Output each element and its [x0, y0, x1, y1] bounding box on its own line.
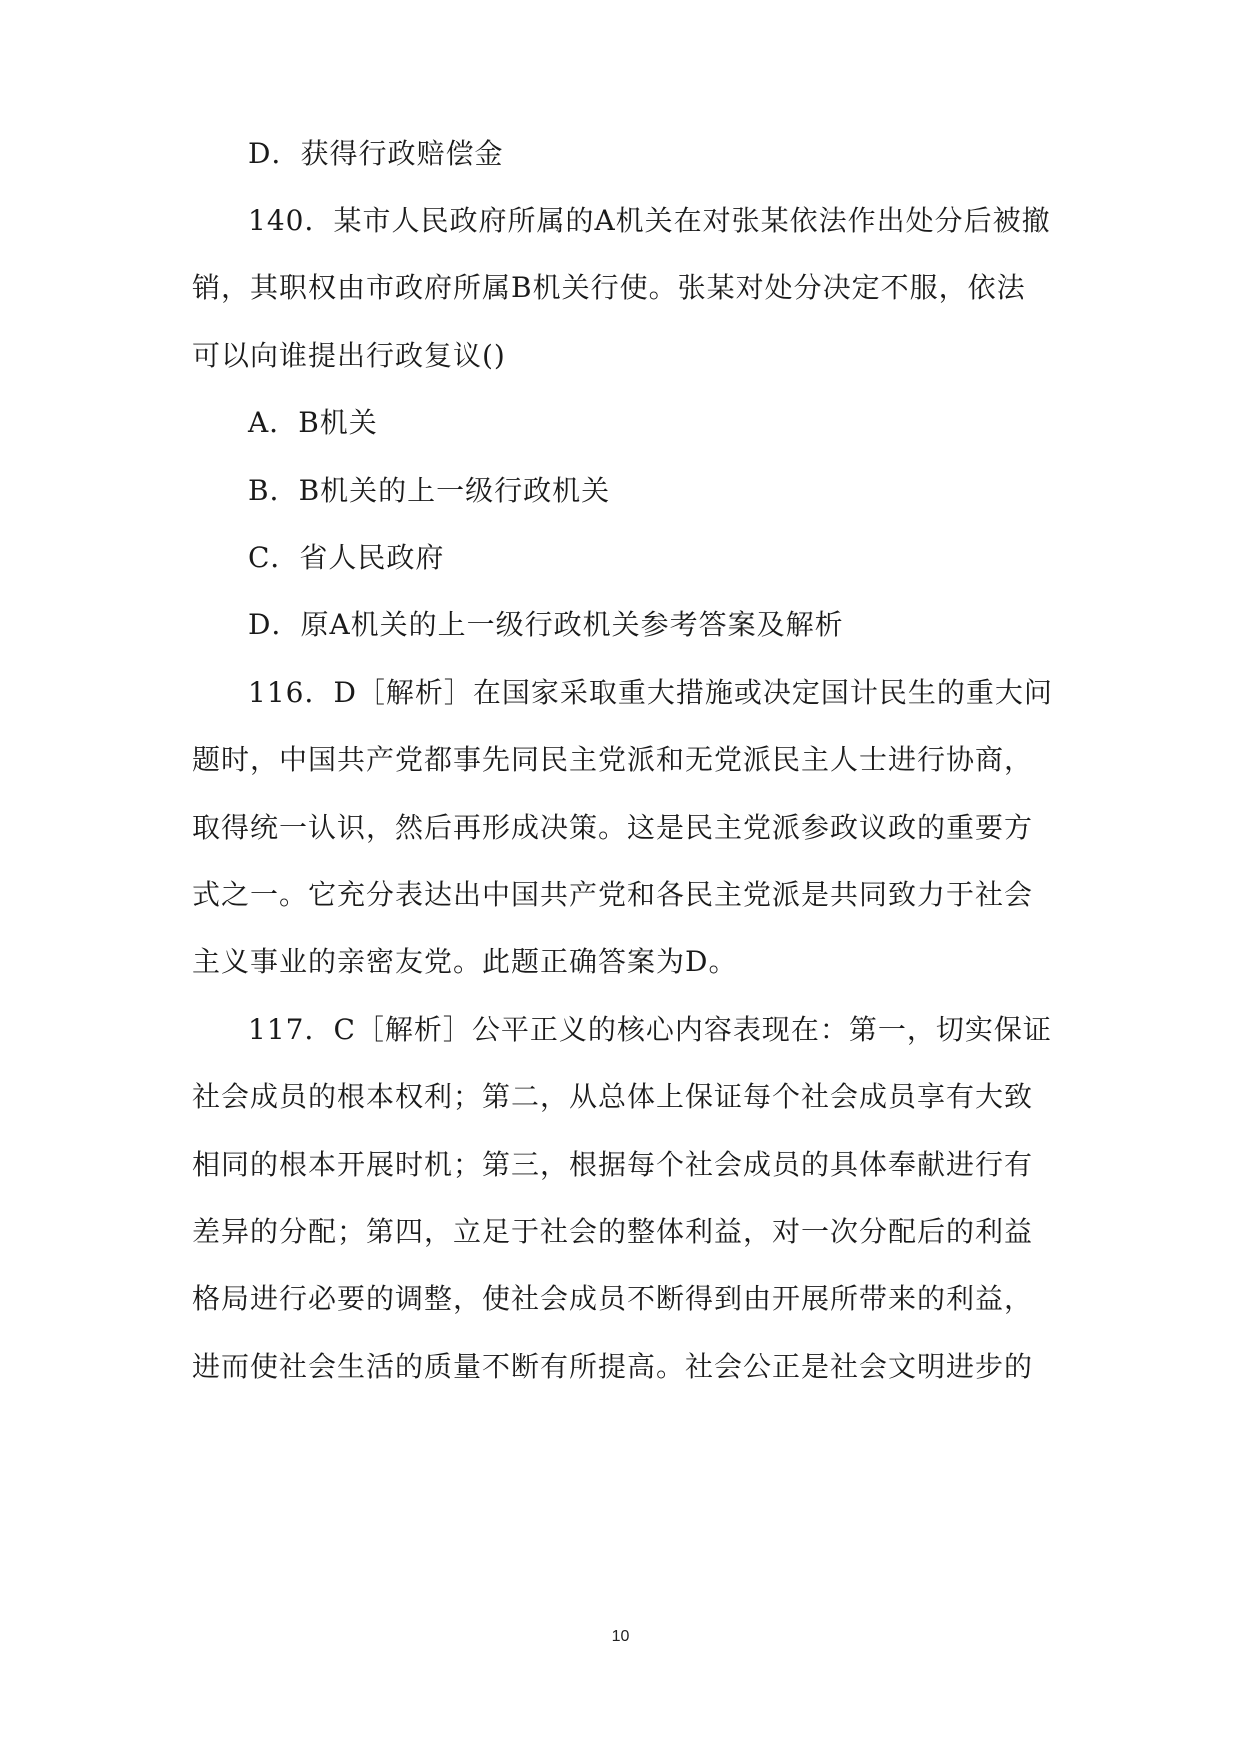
answer-117-line-4: 差异的分配；第四，立足于社会的整体利益，对一次分配后的利益	[192, 1215, 1034, 1248]
answer-117-line-5: 格局进行必要的调整，使社会成员不断得到由开展所带来的利益，	[192, 1282, 1034, 1315]
option-c-q140: C．省人民政府	[248, 541, 445, 574]
question-140-line-3: 可以向谁提出行政复议()	[192, 339, 506, 372]
option-d-q140: D．原A机关的上一级行政机关参考答案及解析	[248, 608, 844, 641]
question-140-line-2: 销，其职权由市政府所属B机关行使。张某对处分决定不服，依法	[192, 271, 1026, 304]
answer-117-line-1: 117．C［解析］公平正义的核心内容表现在：第一，切实保证	[248, 1013, 1052, 1046]
option-a-q140: A．B机关	[248, 406, 378, 439]
question-140-line-1: 140．某市人民政府所属的A机关在对张某依法作出处分后被撤	[248, 204, 1051, 237]
answer-117-line-3: 相同的根本开展时机；第三，根据每个社会成员的具体奉献进行有	[192, 1148, 1034, 1181]
answer-117-line-2: 社会成员的根本权利；第二，从总体上保证每个社会成员享有大致	[192, 1080, 1034, 1113]
answer-116-line-4: 式之一。它充分表达出中国共产党和各民主党派是共同致力于社会	[192, 878, 1034, 911]
option-d-q139: D．获得行政赔偿金	[248, 137, 504, 170]
answer-116-line-2: 题时，中国共产党都事先同民主党派和无党派民主人士进行协商，	[192, 743, 1034, 776]
answer-116-line-1: 116．D［解析］在国家采取重大措施或决定国计民生的重大问	[248, 676, 1053, 709]
answer-117-line-6: 进而使社会生活的质量不断有所提高。社会公正是社会文明进步的	[192, 1350, 1034, 1383]
page-number: 10	[611, 1628, 630, 1645]
option-b-q140: B．B机关的上一级行政机关	[248, 474, 611, 507]
answer-116-line-3: 取得统一认识，然后再形成决策。这是民主党派参政议政的重要方	[192, 811, 1034, 844]
answer-116-line-5: 主义事业的亲密友党。此题正确答案为D。	[192, 945, 738, 978]
